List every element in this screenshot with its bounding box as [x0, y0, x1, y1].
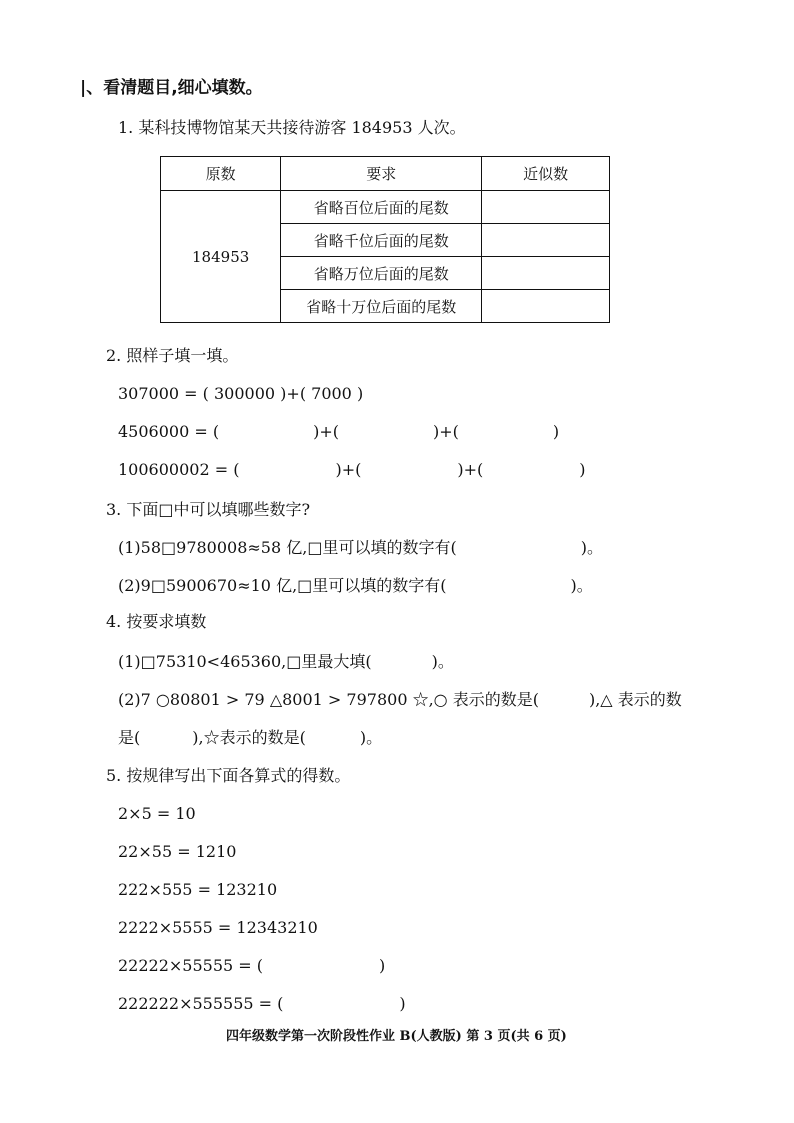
- pattern-blank-equation: 222222×555555 = ( ): [118, 994, 406, 1013]
- decompose-line-2: 100600002 = ( )+( )+( ): [118, 460, 586, 479]
- question-4-title: 4. 按要求填数: [106, 612, 207, 631]
- pattern-expression: 22222×55555 = (: [118, 956, 264, 975]
- answer-cell[interactable]: [482, 257, 610, 290]
- pattern-equation: 2222×5555 = 12343210: [118, 918, 318, 937]
- pattern-equation: 222×555 = 123210: [118, 880, 278, 899]
- question-5-title: 5. 按规律写出下面各算式的得数。: [106, 766, 351, 785]
- question-1-title: 1. 某科技博物馆某天共接待游客 184953 人次。: [118, 118, 466, 137]
- q4-item-1: [118, 654, 454, 670]
- q4-item-2-text: )。: [359, 728, 383, 747]
- table-header-row: [161, 157, 610, 191]
- example-part-1: 300000: [214, 384, 276, 403]
- pattern-equation: 2×5 = 10: [118, 804, 196, 823]
- q3-item-label: (1)58□9780008≈58 亿,□里可以填的数字有(: [118, 538, 457, 557]
- decompose-number: 100600002: [118, 460, 210, 479]
- requirement-cell: 省略万位后面的尾数: [281, 257, 482, 290]
- q4-item-2-line-1: [118, 692, 682, 708]
- requirement-cell: 省略百位后面的尾数: [281, 191, 482, 224]
- question-3-title: 3. 下面□中可以填哪些数字?: [106, 500, 311, 519]
- decompose-number: 4506000: [118, 422, 190, 441]
- q3-item-suffix: )。: [570, 576, 593, 595]
- question-2-title: 2. 照样子填一填。: [106, 346, 239, 365]
- answer-cell[interactable]: [482, 290, 610, 323]
- equals-sign: =: [214, 460, 229, 479]
- q4-item-2-line-2: [118, 730, 382, 746]
- section-header: [80, 80, 263, 97]
- section-marker: |: [80, 78, 87, 98]
- example-equation: 307000 = ( 300000 )+( 7000 ): [118, 384, 364, 403]
- q4-item-2-text: ),△ 表示的数: [588, 690, 682, 709]
- answer-cell[interactable]: [482, 191, 610, 224]
- q4-item-suffix: )。: [431, 652, 454, 671]
- pattern-blank-equation: 22222×55555 = ( ): [118, 956, 386, 975]
- requirement-cell: 省略千位后面的尾数: [281, 224, 482, 257]
- approximation-table: [160, 156, 610, 323]
- example-part-2: 7000: [311, 384, 352, 403]
- equals-sign: =: [194, 422, 208, 441]
- section-title: 、看清题目,细心填数。: [86, 78, 263, 98]
- original-number-cell: 184953: [161, 191, 281, 323]
- pattern-expression: 222222×555555 = (: [118, 994, 284, 1013]
- q3-item-label: (2)9□5900670≈10 亿,□里可以填的数字有(: [118, 576, 447, 595]
- table-row: [161, 191, 610, 224]
- q4-item-2-text: 是(: [118, 728, 141, 747]
- equals-sign: =: [184, 384, 198, 403]
- decompose-line-1: 4506000 = ( )+( )+( ): [118, 422, 560, 441]
- q4-item-2-text: (2)7 ○80801 > 79 △8001 > 797800 ☆,○ 表示的数是(: [118, 690, 539, 709]
- pattern-equation: 22×55 = 1210: [118, 842, 237, 861]
- q3-item-suffix: )。: [580, 538, 603, 557]
- table-header-cell: 原数: [161, 157, 281, 191]
- page-footer: 四年级数学第一次阶段性作业 B(人教版) 第 3 页(共 6 页): [226, 1029, 567, 1044]
- q4-item-2-text: ),☆表示的数是(: [192, 728, 306, 747]
- table-header-cell: 要求: [281, 157, 482, 191]
- table-header-cell: 近似数: [482, 157, 610, 191]
- q4-item-label: (1)□75310<465360,□里最大填(: [118, 652, 372, 671]
- example-number: 307000: [118, 384, 180, 403]
- requirement-cell: 省略十万位后面的尾数: [281, 290, 482, 323]
- answer-cell[interactable]: [482, 224, 610, 257]
- q3-item-2: [118, 578, 593, 594]
- q3-item-1: [118, 540, 603, 556]
